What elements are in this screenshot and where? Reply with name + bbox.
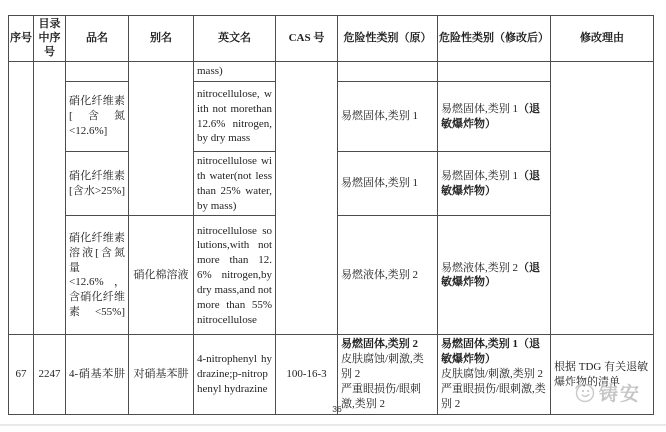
cell-english-name: nitrocellulose solutions,with not more than 12.6% nitrogen,by dry mass,and not more than 55% nitrocellulose bbox=[194, 216, 276, 335]
hazard-revised-bold: （退敏爆炸物） bbox=[441, 102, 540, 130]
table-header-row bbox=[9, 16, 654, 62]
cell-hazard-orig-cont bbox=[338, 62, 438, 82]
cell-product-name: 硝化纤维素溶液[含氮量<12.6%，含硝化纤维素<55%] bbox=[66, 216, 129, 335]
hazard-orig-line: 严重眼损伤/眼刺激,类别 2 bbox=[341, 383, 422, 410]
table-row-nitrophenylhydrazine bbox=[9, 335, 654, 414]
hazard-revised-line: 皮肤腐蚀/刺激,类别 2 bbox=[441, 368, 544, 381]
hazard-revised-text: 易燃固体,类别 1 bbox=[441, 169, 518, 182]
cell-hazard-original: 易燃固体,类别 1 bbox=[338, 152, 438, 216]
cell-reason: 根据 TDG 有关退敏爆炸物的清单 bbox=[551, 335, 654, 414]
col-header-alias: 别名 bbox=[129, 16, 194, 62]
cell-cas-number: 100-16-3 bbox=[276, 335, 338, 414]
cell-product-name: 硝化纤维素[含水>25%] bbox=[66, 152, 129, 216]
cell-catalog-no: 2247 bbox=[34, 335, 66, 414]
cell-english-name: nitrocellulose with water(not less than 25% water,by mass) bbox=[194, 152, 276, 216]
col-header-catalog-no: 目录中序号 bbox=[34, 16, 66, 62]
cell-hazard-revised bbox=[438, 82, 551, 152]
watermark-text: 铸安 bbox=[599, 383, 642, 405]
col-header-hazard-original: 危险性类别（原） bbox=[338, 16, 438, 62]
cell-cas-merged bbox=[276, 62, 338, 335]
hazard-revised-text: 易燃液体,类别 2 bbox=[441, 261, 518, 274]
hazard-revised-line: 严重眼损伤/眼刺激,类别 2 bbox=[441, 383, 546, 410]
col-header-reason: 修改理由 bbox=[551, 16, 654, 62]
hazard-revised-bold: 易燃固体,类别 1（退敏爆炸物） bbox=[441, 338, 540, 366]
col-header-serial: 序号 bbox=[9, 16, 34, 62]
cell-hazard-revised bbox=[438, 216, 551, 335]
table-row-continuation bbox=[9, 62, 654, 82]
hazard-orig-bold: 易燃固体,类别 2 bbox=[341, 338, 418, 351]
page-number: 36 bbox=[332, 404, 342, 414]
cell-alias-merged bbox=[129, 62, 194, 216]
cell-hazard-original: 易燃固体,类别 1 bbox=[338, 82, 438, 152]
cell-alias: 硝化棉溶液 bbox=[129, 216, 194, 335]
col-header-cas: CAS 号 bbox=[276, 16, 338, 62]
hazard-orig-line: 皮肤腐蚀/刺激,类别 2 bbox=[341, 353, 424, 381]
cell-hazard-revised-cont bbox=[438, 62, 551, 82]
col-header-product-name: 品名 bbox=[66, 16, 129, 62]
cell-serial: 67 bbox=[9, 335, 34, 414]
cell-reason-merged bbox=[551, 62, 654, 335]
cell-english-name: 4-nitrophenyl hydrazine;p-nitrophenyl hydrazine bbox=[194, 335, 276, 414]
cell-hazard-revised bbox=[438, 335, 551, 414]
cell-product-name: 硝化纤维素[含氮<12.6%] bbox=[66, 82, 129, 152]
cell-serial-merged bbox=[9, 62, 34, 335]
col-header-hazard-revised: 危险性类别（修改后） bbox=[438, 16, 551, 62]
cell-catalog-merged bbox=[34, 62, 66, 335]
page-bottom-divider bbox=[0, 424, 666, 426]
hazard-classification-table bbox=[8, 15, 654, 415]
cell-hazard-original bbox=[338, 335, 438, 414]
col-header-english-name: 英文名 bbox=[194, 16, 276, 62]
cell-hazard-original: 易燃液体,类别 2 bbox=[338, 216, 438, 335]
cell-english-name: nitrocellulose, with not morethan 12.6% nitrogen, by dry mass bbox=[194, 82, 276, 152]
cell-hazard-revised bbox=[438, 152, 551, 216]
cell-product-name: 4-硝基苯肼 bbox=[66, 335, 129, 414]
cell-product-cont bbox=[66, 62, 129, 82]
hazard-revised-bold: （退敏爆炸物） bbox=[441, 169, 540, 197]
hazard-revised-text: 易燃固体,类别 1 bbox=[441, 102, 518, 115]
cell-english-cont: mass) bbox=[194, 62, 276, 82]
hazard-revised-bold: （退敏爆炸物） bbox=[441, 261, 540, 289]
cell-alias: 对硝基苯肼 bbox=[129, 335, 194, 414]
